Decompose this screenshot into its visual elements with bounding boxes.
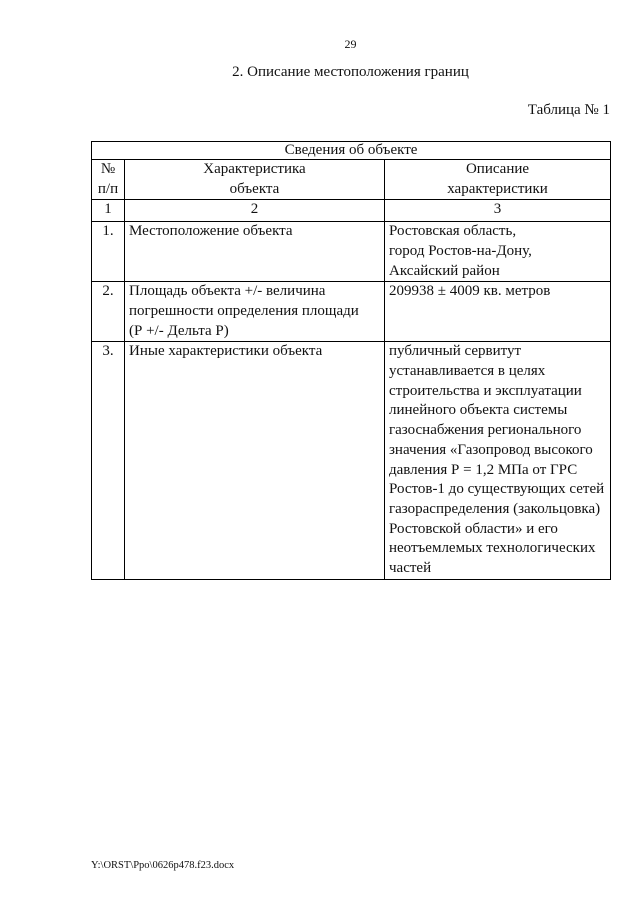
header-cell-characteristic [125,160,385,200]
table-caption: Таблица № 1 [527,102,610,118]
cell-line: строительства и эксплуатации [389,382,582,399]
cell-line: Иные характеристики объекта [129,343,323,360]
cell-line: Местоположение объекта [129,223,293,240]
cell-line: погрешности определения площади [129,302,359,319]
cell-line: Характеристика [203,161,306,177]
characteristic-cell [125,282,385,342]
characteristic-cell [125,222,385,282]
table-title-row [92,142,611,160]
cell-line: значения «Газопровод высокого [389,441,593,458]
row-number-cell: 2. [92,282,125,342]
page-number: 29 [344,37,357,51]
cell-line: публичный сервитут [389,343,522,360]
cell-line: газоснабжения регионального [389,422,582,439]
cell-line: Ростовская область, [389,223,517,240]
cell-line: устанавливается в целях [389,363,546,380]
cell-line: 209938 ± 4009 кв. метров [389,283,551,300]
cell-line: частей [389,560,432,577]
column-number-cell: 1 [92,200,125,222]
section-heading: 2. Описание местоположения границ [232,64,469,80]
column-number-cell: 3 [385,200,611,222]
cell-line: п/п [97,180,119,197]
characteristic-cell [125,342,385,579]
cell-line: линейного объекта системы [389,402,568,419]
header-cell-number [92,160,125,200]
row-number-cell: 3. [92,342,125,579]
table-row [92,282,611,342]
cell-line: давления Р = 1,2 МПа от ГРС [389,461,578,478]
cell-line: Аксайский район [389,262,500,279]
row-number-cell: 1. [92,222,125,282]
header-cell-description [385,160,611,200]
file-path-footer: Y:\ORST\Ppo\0626p478.f23.docx [91,860,235,871]
cell-line: Описание [465,161,530,177]
description-cell [385,222,611,282]
cell-line: Ростов-1 до существующих сетей [389,481,605,498]
cell-line: № [100,161,116,177]
table-header-row [92,160,611,200]
column-numbers-row [92,200,611,222]
table-row [92,222,611,282]
table-title-cell: Сведения об объекте [92,142,611,160]
description-cell [385,282,611,342]
cell-line: газораспределения (закольцовка) [389,500,601,517]
cell-line: Ростовской области» и его [389,520,558,537]
cell-line: Площадь объекта +/- величина [129,283,326,300]
table-row [92,342,611,579]
cell-line: город Ростов-на-Дону, [389,242,532,259]
cell-line: (Р +/- Дельта Р) [129,322,229,339]
cell-line: объекта [229,180,280,197]
object-info-table [91,141,611,580]
cell-line: неотъемлемых технологических [389,540,596,557]
column-number-cell: 2 [125,200,385,222]
description-cell [385,342,611,579]
cell-line: характеристики [447,180,548,197]
